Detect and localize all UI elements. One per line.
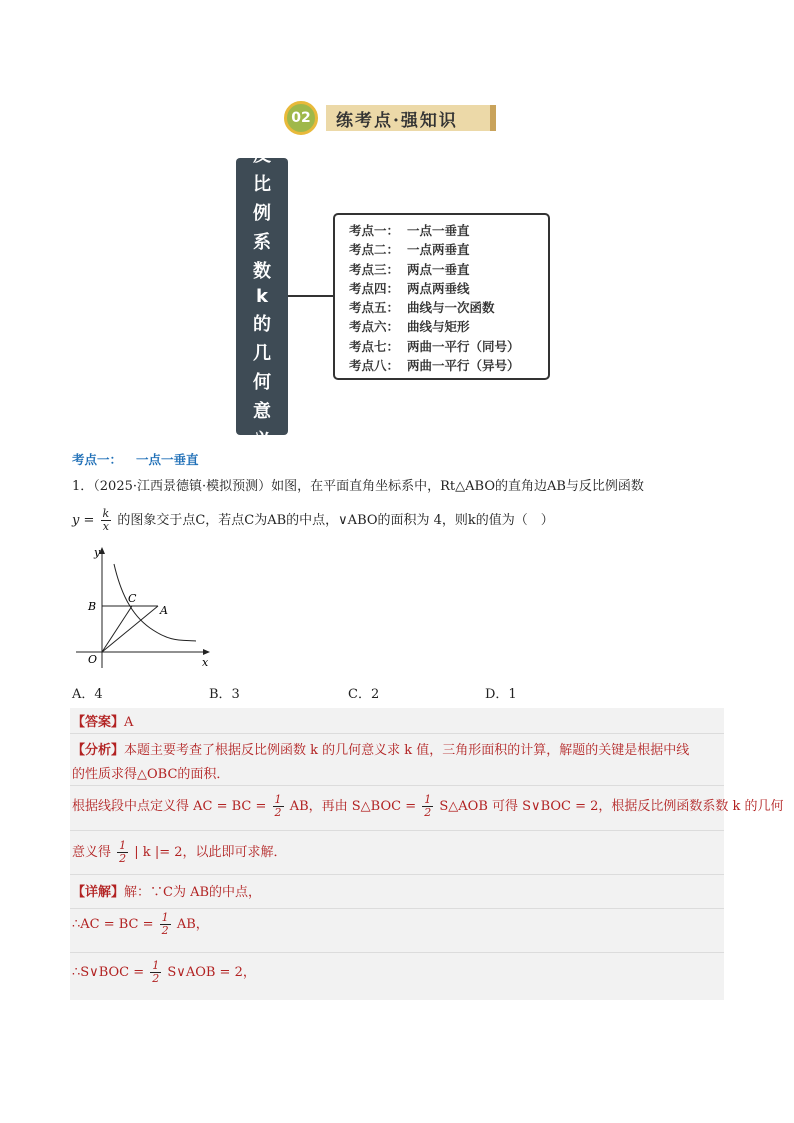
question-text: 1．（2025·江西景德镇·模拟预测）如图，在平面直角坐标系中，Rt△ABO的直角边AB与反比例函数 [72, 479, 644, 494]
point-b-label: B [88, 600, 97, 613]
choice-b: B．3 [209, 687, 240, 702]
badge-title: 练考点·强知识 [326, 105, 496, 131]
choice-a: A．4 [72, 687, 103, 702]
section-badge [284, 101, 514, 135]
answer-block [70, 708, 784, 1000]
choice-d: D．1 [485, 687, 517, 702]
vtitle-char: 的 [253, 314, 271, 335]
section-heading: 考点一： 一点一垂直 [72, 452, 199, 467]
mindmap-connector [288, 295, 334, 297]
exam-point-item: 考点二： 一点两垂直 [349, 242, 470, 258]
answer-line: 【答案】A [72, 715, 134, 730]
origin-label: O [88, 653, 98, 666]
point-a-label: A [160, 604, 168, 617]
vertical-title [236, 145, 288, 451]
analysis-line-3: 根据线段中点定义得 AC = BC = $\frac{1}{2}$ AB，再由 S△BOC = $\frac{1}{2}$ S△AOB 可得 S∨BOC = 2，根据反比例函数系数 k 的几何 [72, 793, 784, 819]
analysis-line-2: 的性质求得△OBC的面积． [72, 767, 230, 782]
exam-point-item: 考点四： 两点两垂线 [349, 280, 470, 296]
x-axis-label: x [202, 656, 209, 669]
exam-point-item: 考点六： 曲线与矩形 [349, 319, 470, 335]
fraction: $\frac{k}{x}$ [102, 507, 110, 533]
vtitle-char: 比 [253, 174, 271, 195]
function-graph [72, 542, 222, 674]
vtitle-char: 系 [253, 232, 271, 253]
exam-points-list [333, 213, 550, 380]
exam-point-item: 考点五： 曲线与一次函数 [349, 300, 495, 316]
y-axis-label: y [94, 546, 101, 559]
analysis-line: 【分析】本题主要考查了根据反比例函数 k 的几何意义求 k 值，三角形面积的计算，解题的关键是根据中线 [72, 743, 690, 758]
analysis-line-4: 意义得 $\frac{1}{2}$ | k |= 2，以此即可求解． [72, 839, 287, 865]
vtitle-char: 何 [253, 372, 271, 393]
vtitle-char: k [256, 286, 268, 307]
question-text-cont: y = $\frac{k}{x}$ 的图象交于点C，若点C为AB的中点，∨ABO的面积为 4，则k的值为（ ） [72, 507, 554, 533]
detail-line: 【详解】解：∵C为 AB的中点， [72, 885, 262, 900]
exam-point-item: 考点八： 两曲一平行（异号） [349, 358, 520, 374]
vtitle-char: 例 [253, 203, 271, 224]
vtitle-char: 意 [253, 401, 271, 422]
choice-c: C．2 [348, 687, 380, 702]
vtitle-char: 几 [253, 343, 271, 364]
exam-point-item: 考点七： 两曲一平行（同号） [349, 338, 520, 354]
exam-point-item: 考点一： 一点一垂直 [349, 223, 470, 238]
point-c-label: C [128, 592, 137, 605]
badge-number: 02 [284, 101, 318, 135]
exam-point-item: 考点三： 两点一垂直 [349, 261, 470, 277]
vtitle-char: 数 [253, 261, 271, 282]
vtitle-char: 义 [253, 430, 271, 451]
vtitle-char: 反 [253, 145, 271, 166]
detail-line-3: ∴S∨BOC = $\frac{1}{2}$ S∨AOB = 2， [72, 959, 256, 985]
detail-line-2: ∴AC = BC = $\frac{1}{2}$ AB， [72, 911, 209, 937]
